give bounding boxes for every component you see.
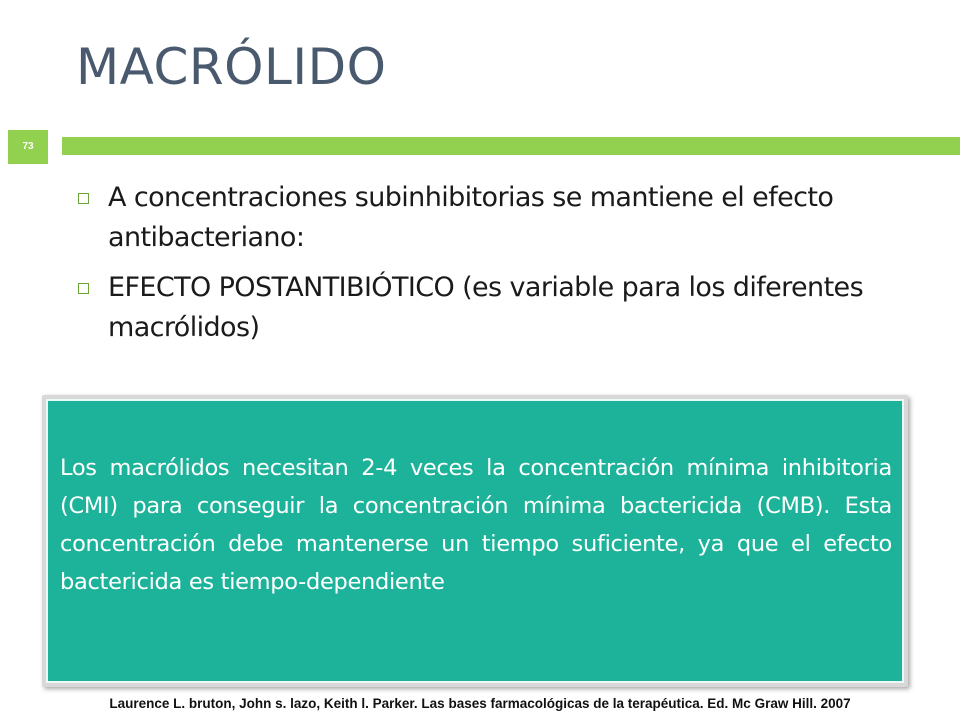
bullet-list: [76, 178, 946, 358]
bullet-text: A concentraciones subinhibitorias se mantiene el efecto antibacteriano:: [108, 182, 834, 253]
accent-bar: [62, 137, 960, 155]
reference-citation: Laurence L. bruton, John s. lazo, Keith l. Parker. Las bases farmacológicas de la terapéutica. Ed. Mc Graw Hill. 2007: [109, 696, 851, 711]
bullet-item: [76, 268, 946, 348]
square-bullet-icon: [78, 283, 89, 294]
slide-title: MACRÓLIDO: [76, 38, 387, 96]
bullet-text: EFECTO POSTANTIBIÓTICO (es variable para los diferentes macrólidos): [108, 272, 864, 343]
callout-box: [46, 399, 904, 683]
square-bullet-icon: [78, 193, 89, 204]
slide-number-badge: 73: [8, 130, 48, 164]
callout-text: Los macrólidos necesitan 2-4 veces la concentración mínima inhibitoria (CMI) para conseguir la concentración mínima bactericida (CMB). Esta concentración debe mantenerse un tiempo suficiente, ya que el efecto bactericida es tiempo-dependiente: [60, 455, 892, 595]
bullet-item: [76, 178, 946, 258]
